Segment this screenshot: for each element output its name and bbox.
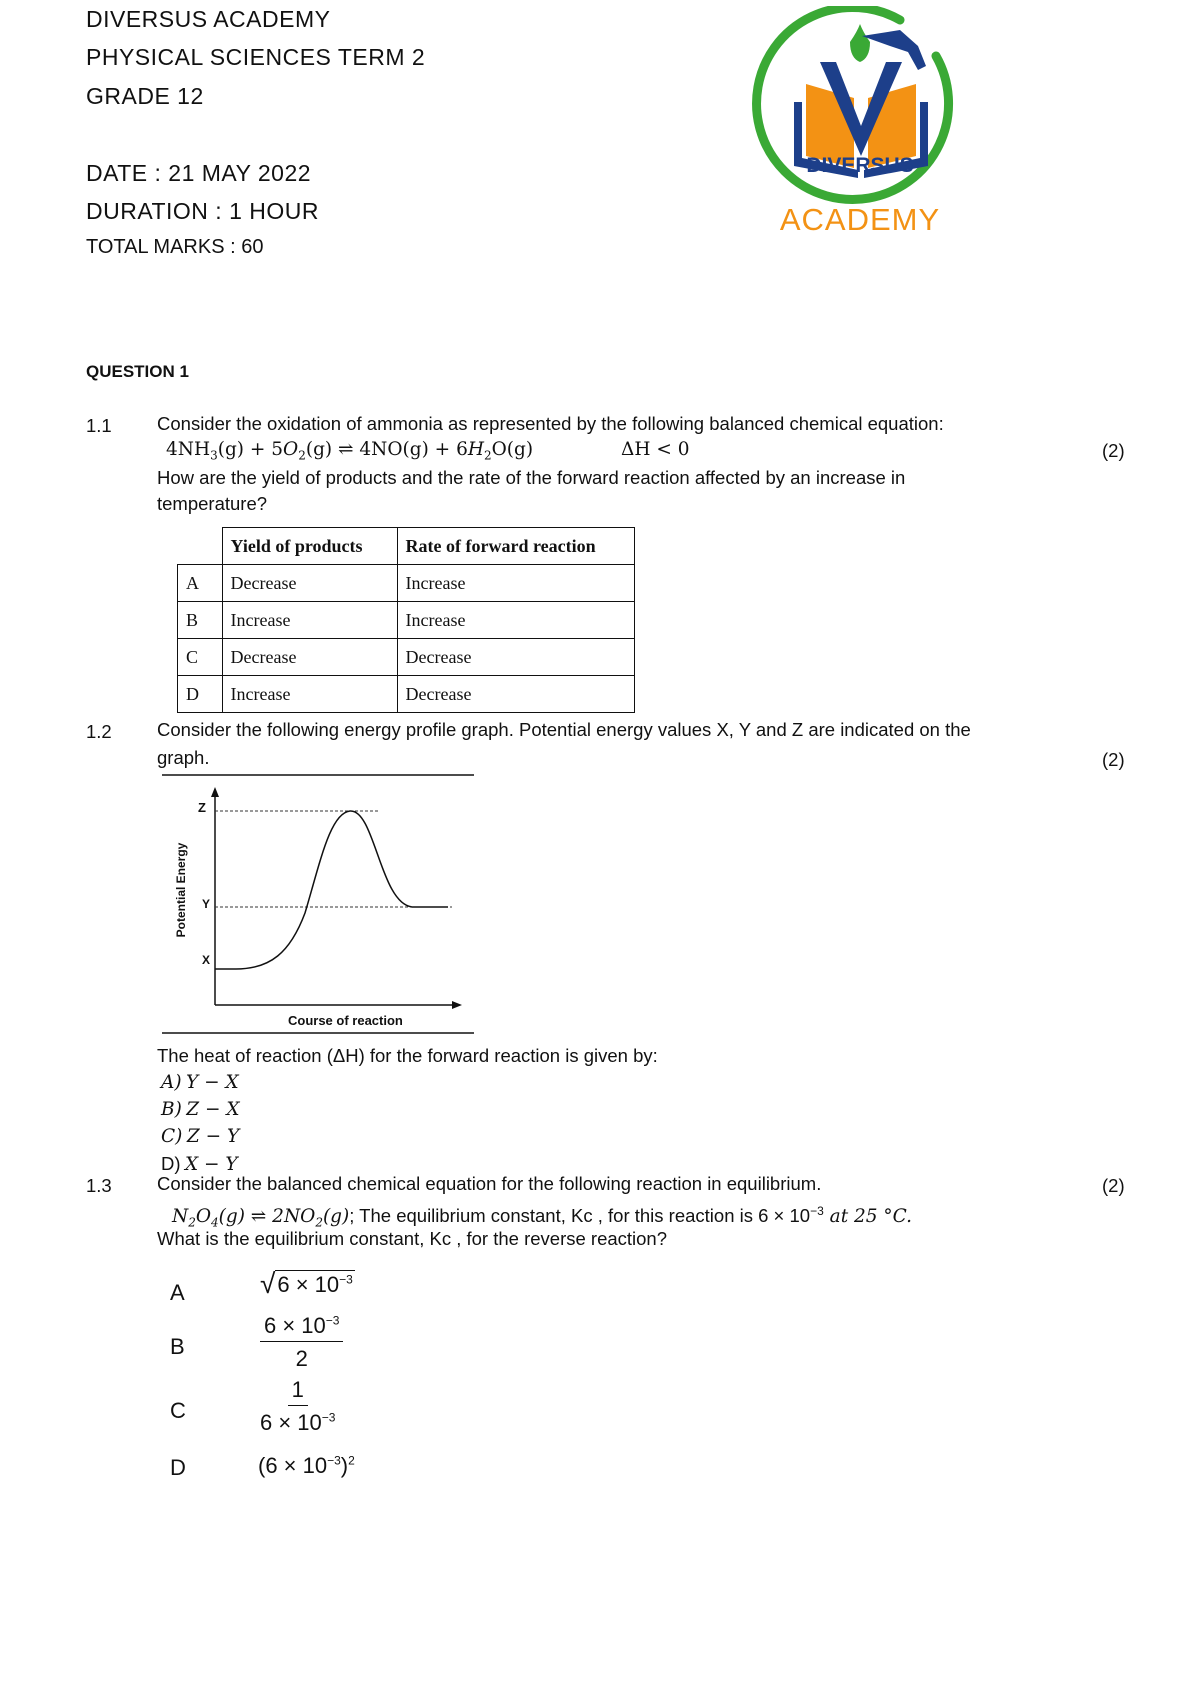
question-title: QUESTION 1 <box>86 362 189 381</box>
q1-1-options-table <box>177 527 635 713</box>
logo-word-academy: ACADEMY <box>779 202 941 237</box>
q1-3-kc-exp: −3 <box>810 1204 824 1218</box>
table-header-rate: Rate of forward reaction <box>397 528 635 565</box>
table-row[interactable] <box>178 602 635 639</box>
q1-2-option-a[interactable]: A) Y − X <box>161 1072 239 1093</box>
energy-profile-graph <box>160 773 476 1035</box>
academy-logo <box>750 6 970 246</box>
option-yield: Decrease <box>222 565 397 602</box>
option-yield: Increase <box>222 676 397 713</box>
total-marks: TOTAL MARKS : 60 <box>86 236 264 258</box>
q1-3-ask: What is the equilibrium constant, Kc , for the reverse reaction? <box>157 1228 668 1249</box>
q1-3-option-b-expr[interactable]: $\frac{6 \times 10^{-3}}{2}$ <box>260 1313 343 1372</box>
x-axis-arrow <box>452 1001 462 1009</box>
q1-3-option-c-expr[interactable]: $\frac{1}{6 \times 10^{-3}}$ <box>260 1377 336 1435</box>
sqrt-icon: √ <box>260 1268 276 1299</box>
option-rate: Decrease <box>397 639 635 676</box>
q1-2-options <box>161 1070 240 1179</box>
q1-1-number: 1.1 <box>86 415 112 436</box>
y-axis-label: Potential Energy <box>174 842 188 938</box>
q1-3-option-a-letter: A <box>170 1280 185 1305</box>
x-axis-label: Course of reaction <box>288 1013 403 1028</box>
table-header-yield: Yield of products <box>222 528 397 565</box>
q1-2-marks: (2) <box>1102 749 1125 770</box>
level-label-x: X <box>202 953 211 967</box>
q1-2-number: 1.2 <box>86 721 112 742</box>
q1-2-option-c[interactable]: C) Z − Y <box>161 1126 240 1147</box>
option-letter: C <box>178 639 223 676</box>
school-name: DIVERSUS ACADEMY <box>86 6 331 32</box>
logo-word-diversus: DIVERSUS <box>806 154 914 177</box>
option-letter: A <box>178 565 223 602</box>
table-row[interactable] <box>178 565 635 602</box>
q1-3-number: 1.3 <box>86 1175 112 1196</box>
q1-3-option-d-expr[interactable]: $(6 \times 10^{-3})^2$ <box>258 1453 355 1478</box>
q1-1-stem: Consider the oxidation of ammonia as represented by the following balanced chemical equation: <box>157 413 944 434</box>
table-row[interactable] <box>178 639 635 676</box>
table-row[interactable] <box>178 676 635 713</box>
q1-3-kc-text: ; The equilibrium constant, Kc , for this reaction is 6 × 10 <box>349 1205 811 1227</box>
exam-date: DATE : 21 MAY 2022 <box>86 160 312 186</box>
q1-2-option-d[interactable]: D) X − Y <box>161 1153 238 1175</box>
table-header-row <box>178 528 635 565</box>
option-yield: Increase <box>222 602 397 639</box>
q1-3-equation: $N_2O_4(g)$ ⇌ $2NO_2(g)$ <box>172 1206 350 1230</box>
q1-3-stem: Consider the balanced chemical equation for the following reaction in equilibrium. <box>157 1173 822 1194</box>
option-rate: Increase <box>397 602 635 639</box>
q1-3-option-b-letter: B <box>170 1334 185 1359</box>
q1-2-stem-line2: graph. <box>157 747 210 768</box>
energy-curve <box>215 811 448 969</box>
q1-3-option-a-expr[interactable]: √ $6 \times 10^{-3}$ <box>260 1268 353 1299</box>
q1-1-marks: (2) <box>1102 440 1125 461</box>
q1-3-marks: (2) <box>1102 1175 1125 1196</box>
q1-1-enthalpy: ΔH < 0 <box>621 439 690 460</box>
level-label-y: Y <box>202 897 211 911</box>
q1-3-option-d-letter: D <box>170 1455 186 1480</box>
q1-2-option-b[interactable]: B) Z − X <box>161 1099 240 1120</box>
q1-1-ask-line2: temperature? <box>157 493 268 514</box>
option-letter: D <box>178 676 223 713</box>
level-label-z: Z <box>198 800 206 815</box>
q1-2-stem-line1: Consider the following energy profile graph. Potential energy values X, Y and Z are indicated on the <box>157 719 971 740</box>
grade-label: GRADE 12 <box>86 83 204 109</box>
exam-duration: DURATION : 1 HOUR <box>86 198 319 224</box>
option-letter: B <box>178 602 223 639</box>
option-rate: Increase <box>397 565 635 602</box>
q1-3-option-c-letter: C <box>170 1398 186 1423</box>
option-yield: Decrease <box>222 639 397 676</box>
option-rate: Decrease <box>397 676 635 713</box>
subject-title: PHYSICAL SCIENCES TERM 2 <box>86 44 426 70</box>
y-axis-arrow <box>211 787 219 797</box>
q1-1-equation: $4NH_3(g) + 5O_2(g)$ ⇌ $4NO(g) + 6H_2O(g)$ <box>166 439 534 463</box>
q1-3-kc-tail: at 25 °C. <box>823 1206 913 1228</box>
q1-1-ask-line1: How are the yield of products and the rate of the forward reaction affected by an increase in <box>157 467 906 488</box>
q1-2-prompt: The heat of reaction (ΔH) for the forward reaction is given by: <box>157 1045 658 1066</box>
